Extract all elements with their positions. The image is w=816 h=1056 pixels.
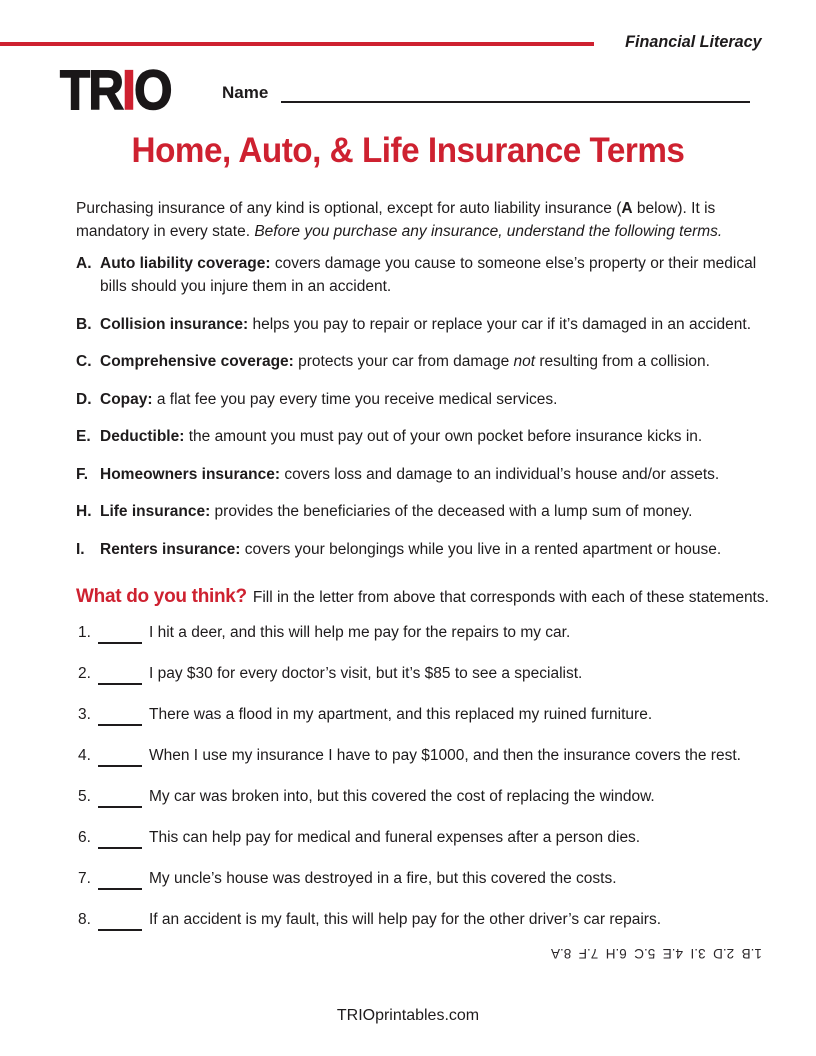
term-letter: C.	[76, 353, 92, 370]
page-title: Home, Auto, & Life Insurance Terms	[131, 131, 685, 170]
statement-row	[78, 785, 778, 808]
statements-list	[78, 621, 778, 949]
answer-fill-in-blank[interactable]	[98, 625, 142, 644]
term-definition	[100, 538, 721, 561]
term-row	[76, 500, 766, 523]
statement-text: I pay $30 for every doctor’s visit, but it’s $85 to see a specialist.	[149, 665, 583, 682]
statement-row	[78, 867, 778, 890]
term-row	[76, 350, 766, 373]
what-do-you-think-section-header	[76, 586, 769, 608]
statement-row	[78, 744, 778, 767]
term-definition-text: a flat fee you pay every time you receive medical services.	[152, 390, 558, 408]
statement-number: 7.	[78, 870, 91, 887]
term-row	[76, 252, 766, 298]
trio-logo-i: I	[122, 58, 135, 121]
term-definition	[100, 463, 719, 486]
trio-logo-tr: TR	[60, 58, 123, 121]
trio-logo	[60, 58, 171, 121]
statement-text: My car was broken into, but this covered the cost of replacing the window.	[149, 788, 655, 805]
term-name: Deductible:	[100, 428, 185, 445]
term-name: Collision insurance:	[100, 315, 249, 333]
answer-fill-in-blank[interactable]	[98, 666, 142, 685]
statement-text: If an accident is my fault, this will help pay for the other driver’s car repairs.	[149, 911, 662, 928]
statement-number: 5.	[78, 788, 91, 805]
term-definition-text: covers damage you cause to someone else’s property or their medical bills should you injure them in an accident.	[100, 255, 757, 295]
term-letter: E.	[76, 428, 91, 445]
statement-number: 3.	[78, 706, 91, 723]
term-letter: F.	[76, 465, 89, 483]
terms-list	[76, 252, 766, 575]
name-fill-in-line[interactable]	[281, 66, 750, 103]
answer-fill-in-blank[interactable]	[98, 912, 142, 931]
header-accent-rule	[0, 42, 594, 46]
term-letter: B.	[76, 315, 92, 333]
term-definition	[100, 425, 702, 448]
term-definition	[100, 313, 751, 336]
term-row	[76, 425, 766, 448]
term-definition	[100, 500, 692, 523]
term-letter: I.	[76, 540, 85, 558]
footer-website: TRIOprintables.com	[336, 1007, 480, 1024]
statement-text: This can help pay for medical and funeral expenses after a person dies.	[149, 829, 641, 846]
answer-fill-in-blank[interactable]	[98, 789, 142, 808]
intro-paragraph: Purchasing insurance of any kind is optional, except for auto liability insurance (A below). It is mandatory in every state. Before you purchase any insurance, understand the following terms.	[76, 200, 723, 240]
statement-number: 6.	[78, 829, 91, 846]
term-definition	[100, 252, 756, 298]
answer-fill-in-blank[interactable]	[98, 748, 142, 767]
statement-text: I hit a deer, and this will help me pay for the repairs to my car.	[149, 624, 571, 641]
term-row	[76, 313, 766, 336]
statement-row	[78, 908, 778, 931]
term-definition-text: the amount you must pay out of your own pocket before insurance kicks in.	[184, 428, 703, 445]
statement-row	[78, 621, 778, 644]
statement-row	[78, 662, 778, 685]
section-instructions: Fill in the letter from above that corresponds with each of these statements.	[252, 589, 769, 606]
term-letter: A.	[76, 255, 92, 272]
term-name: Comprehensive coverage:	[100, 353, 294, 370]
term-definition-text: covers your belongings while you live in a rented apartment or house.	[240, 540, 722, 558]
upside-down-answer-key: 1.B 2.D 3.I 4.E 5.C 6.H 7.F 8.A	[551, 946, 762, 961]
term-row	[76, 388, 766, 411]
term-name: Auto liability coverage:	[100, 255, 271, 272]
term-name: Copay:	[100, 390, 153, 408]
term-letter: H.	[76, 503, 92, 520]
term-name: Renters insurance:	[100, 540, 241, 558]
term-definition-text: provides the beneficiaries of the deceased with a lump sum of money.	[210, 503, 693, 520]
answer-fill-in-blank[interactable]	[98, 871, 142, 890]
name-label: Name	[222, 83, 269, 102]
term-definition-text: protects your car from damage not resulting from a collision.	[293, 353, 710, 370]
term-letter: D.	[76, 390, 92, 408]
term-row	[76, 463, 766, 486]
answer-fill-in-blank[interactable]	[98, 707, 142, 726]
statement-number: 8.	[78, 911, 91, 928]
statement-text: When I use my insurance I have to pay $1000, and then the insurance covers the rest.	[149, 747, 741, 764]
term-definition-text: covers loss and damage to an individual’s house and/or assets.	[280, 465, 720, 483]
term-name: Homeowners insurance:	[100, 465, 281, 483]
statement-row	[78, 703, 778, 726]
trio-logo-o: O	[134, 58, 171, 121]
statement-number: 2.	[78, 665, 91, 682]
statement-number: 1.	[78, 624, 91, 641]
statement-row	[78, 826, 778, 849]
statement-number: 4.	[78, 747, 91, 764]
answer-fill-in-blank[interactable]	[98, 830, 142, 849]
term-name: Life insurance:	[100, 503, 211, 520]
term-definition	[100, 388, 557, 411]
section-heading: What do you think?	[76, 586, 247, 607]
term-definition-text: helps you pay to repair or replace your car if it’s damaged in an accident.	[248, 315, 752, 333]
statement-text: My uncle’s house was destroyed in a fire, but this covered the costs.	[149, 870, 617, 887]
term-definition	[100, 350, 710, 373]
worksheet-category-label: Financial Literacy	[625, 32, 762, 51]
statement-text: There was a flood in my apartment, and this replaced my ruined furniture.	[149, 706, 653, 723]
term-row	[76, 538, 766, 561]
